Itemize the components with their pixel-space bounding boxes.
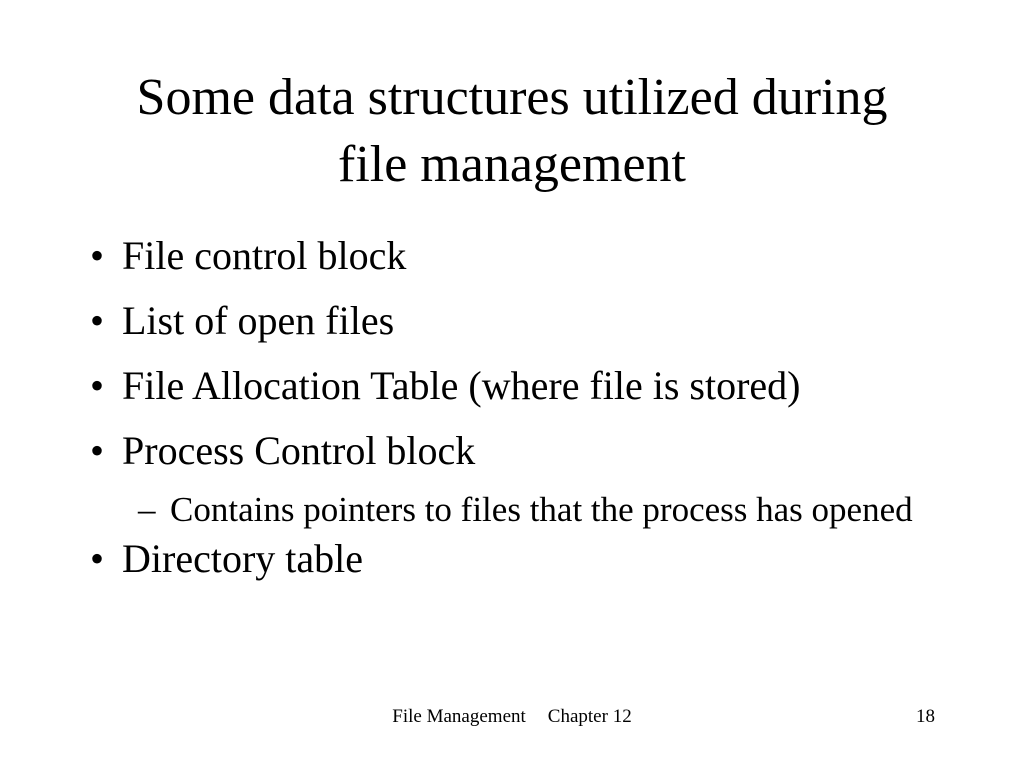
sub-bullet-text: Contains pointers to files that the process has opened [170,490,913,529]
footer-page-number: 18 [916,706,935,727]
sub-bullet-item [138,486,1000,533]
bullet-text: File Allocation Table (where file is stored) [122,363,801,408]
bullet-text: List of open files [122,298,395,343]
bullet-icon: • [90,536,105,581]
slide-title-line-1: Some data structures utilized during [136,69,888,126]
footer-chapter-label: Chapter 12 [547,706,632,727]
bullet-text: Directory table [122,536,363,581]
dash-bullet-icon: – [138,490,156,529]
bullet-item [90,298,1000,344]
bullet-icon: • [90,298,105,343]
bullet-icon: • [90,233,105,278]
slide-footer [0,705,1024,728]
footer-center-group [0,705,1024,728]
slide-title-line-2: file management [338,136,686,193]
footer-course-label: File Management [392,706,526,727]
slide-title [0,64,1024,198]
bullet-item [90,536,1000,582]
bullet-icon: • [90,363,105,408]
bullet-icon: • [90,428,105,473]
bullet-item [90,428,1000,474]
bullet-item [90,233,1000,279]
bullet-text: File control block [122,233,407,278]
bullet-item [90,363,1000,409]
bullet-text: Process Control block [122,428,476,473]
bullet-list [90,233,1000,601]
